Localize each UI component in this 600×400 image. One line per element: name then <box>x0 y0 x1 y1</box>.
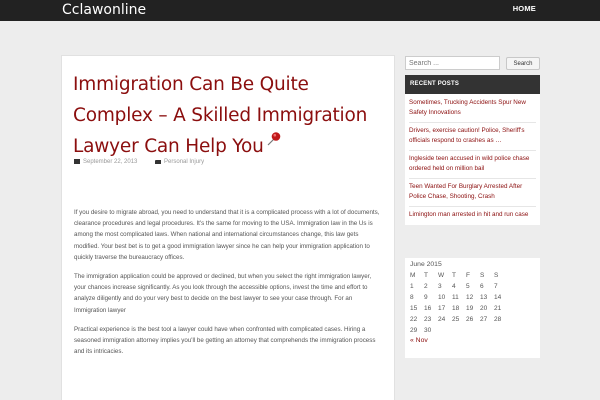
calendar-day <box>494 325 508 336</box>
post-body <box>74 207 384 365</box>
calendar-day: 8 <box>410 294 414 301</box>
calendar-day: 3 <box>438 283 442 290</box>
calendar-day: 10 <box>438 294 446 301</box>
post-category[interactable]: Personal Injury <box>164 159 205 165</box>
post-article <box>61 55 395 400</box>
recent-posts-title: RECENT POSTS <box>405 75 540 94</box>
calendar-day: 22 <box>410 316 418 323</box>
calendar-day: 19 <box>466 305 474 312</box>
calendar-day: 13 <box>480 294 488 301</box>
calendar-day <box>480 325 494 336</box>
calendar-day: 11 <box>452 294 459 301</box>
calendar-day: 26 <box>466 316 474 323</box>
calendar-day-header: T <box>452 272 456 279</box>
calendar-day <box>466 325 480 336</box>
recent-posts-widget <box>405 75 540 225</box>
folder-icon <box>155 160 161 164</box>
calendar-day: 30 <box>424 327 432 334</box>
search-input[interactable] <box>405 56 500 70</box>
calendar-day: 16 <box>424 305 432 312</box>
recent-post-link[interactable]: Drivers, exercise caution! Police, Sheriff's officials respond to crashes as … <box>409 123 536 151</box>
site-title[interactable]: Cclawonline <box>62 2 147 18</box>
calendar-day: 18 <box>452 305 460 312</box>
calendar-day: 28 <box>494 316 502 323</box>
calendar-day: 7 <box>494 283 498 290</box>
recent-post-link[interactable]: Sometimes, Trucking Accidents Spur New Safety Innovations <box>409 95 536 123</box>
post-date[interactable]: September 22, 2013 <box>83 159 138 165</box>
post-paragraph: Practical experience is the best tool a lawyer could have when confronted with complicated cases. Hiring a seasoned immigration attorney implies you'll be getting an attorney that comprehends the immigration process and its intricacies. <box>74 325 376 356</box>
calendar-day: 23 <box>424 316 432 323</box>
calendar-day: 15 <box>410 305 418 312</box>
calendar-table <box>410 270 508 336</box>
post-title-text[interactable]: Immigration Can Be Quite Complex – A Skilled Immigration Lawyer Can Help You <box>73 74 368 157</box>
calendar-day: 24 <box>438 316 446 323</box>
recent-post-link[interactable]: Ingleside teen accused in wild police chase ordered held on million bail <box>409 151 536 179</box>
post-meta <box>74 159 204 165</box>
calendar-day: 14 <box>494 294 502 301</box>
calendar-prev-link[interactable]: « Nov <box>410 337 428 344</box>
calendar-day: 27 <box>480 316 488 323</box>
recent-post-link[interactable]: Teen Wanted For Burglary Arrested After Police Chase, Shooting, Crash <box>409 179 536 207</box>
calendar-day: 12 <box>466 294 474 301</box>
calendar-caption: June 2015 <box>410 261 442 268</box>
calendar-day-header: W <box>438 272 445 279</box>
calendar-day-header: T <box>424 272 428 279</box>
pushpin-icon <box>265 131 282 147</box>
calendar-day: 29 <box>410 327 418 334</box>
calendar-widget <box>405 258 540 358</box>
calendar-day: 2 <box>424 283 428 290</box>
calendar-day: 17 <box>438 305 446 312</box>
calendar-day <box>452 325 466 336</box>
top-bar <box>0 0 600 21</box>
post-paragraph: If you desire to migrate abroad, you need to understand that it is a complicated process with a lot of documents, clearance procedures and legal procedures. It's the same for moving to the USA. Immigration law in the Us is among the most complicated laws. When national and international circumstances change, this law gets modified. Your best bet is to get a good immigration lawyer since he can help your immigration application to quickly traverse the bureaucracy offices. <box>74 209 380 261</box>
calendar-day <box>438 325 452 336</box>
search-form <box>405 56 540 70</box>
calendar-day: 4 <box>452 283 456 290</box>
recent-post-link[interactable]: Limington man arrested in hit and run case <box>409 211 529 218</box>
calendar-day: 20 <box>480 305 488 312</box>
calendar-day: 9 <box>424 294 428 301</box>
calendar-day: 1 <box>410 283 414 290</box>
nav-home-link[interactable]: HOME <box>512 4 536 13</box>
calendar-day: 6 <box>480 283 484 290</box>
calendar-icon <box>74 159 80 164</box>
calendar-day-header: F <box>466 272 470 279</box>
post-paragraph: The immigration application could be approved or declined, but when you select the right immigration lawyer, your chances increase significantly. As you look through the accessible options, invest the time and effort to analyze diligently and do your very best to decide on the best lawyer to see your case through. For an Immigration lawyer <box>74 273 372 314</box>
calendar-day-header: S <box>494 272 499 279</box>
calendar-day-header: S <box>480 272 485 279</box>
calendar-day: 25 <box>452 316 460 323</box>
post-title[interactable] <box>73 69 389 162</box>
calendar-day-header: M <box>410 272 416 279</box>
calendar-day: 21 <box>494 305 502 312</box>
calendar-day: 5 <box>466 283 470 290</box>
search-button[interactable]: Search <box>506 57 540 70</box>
